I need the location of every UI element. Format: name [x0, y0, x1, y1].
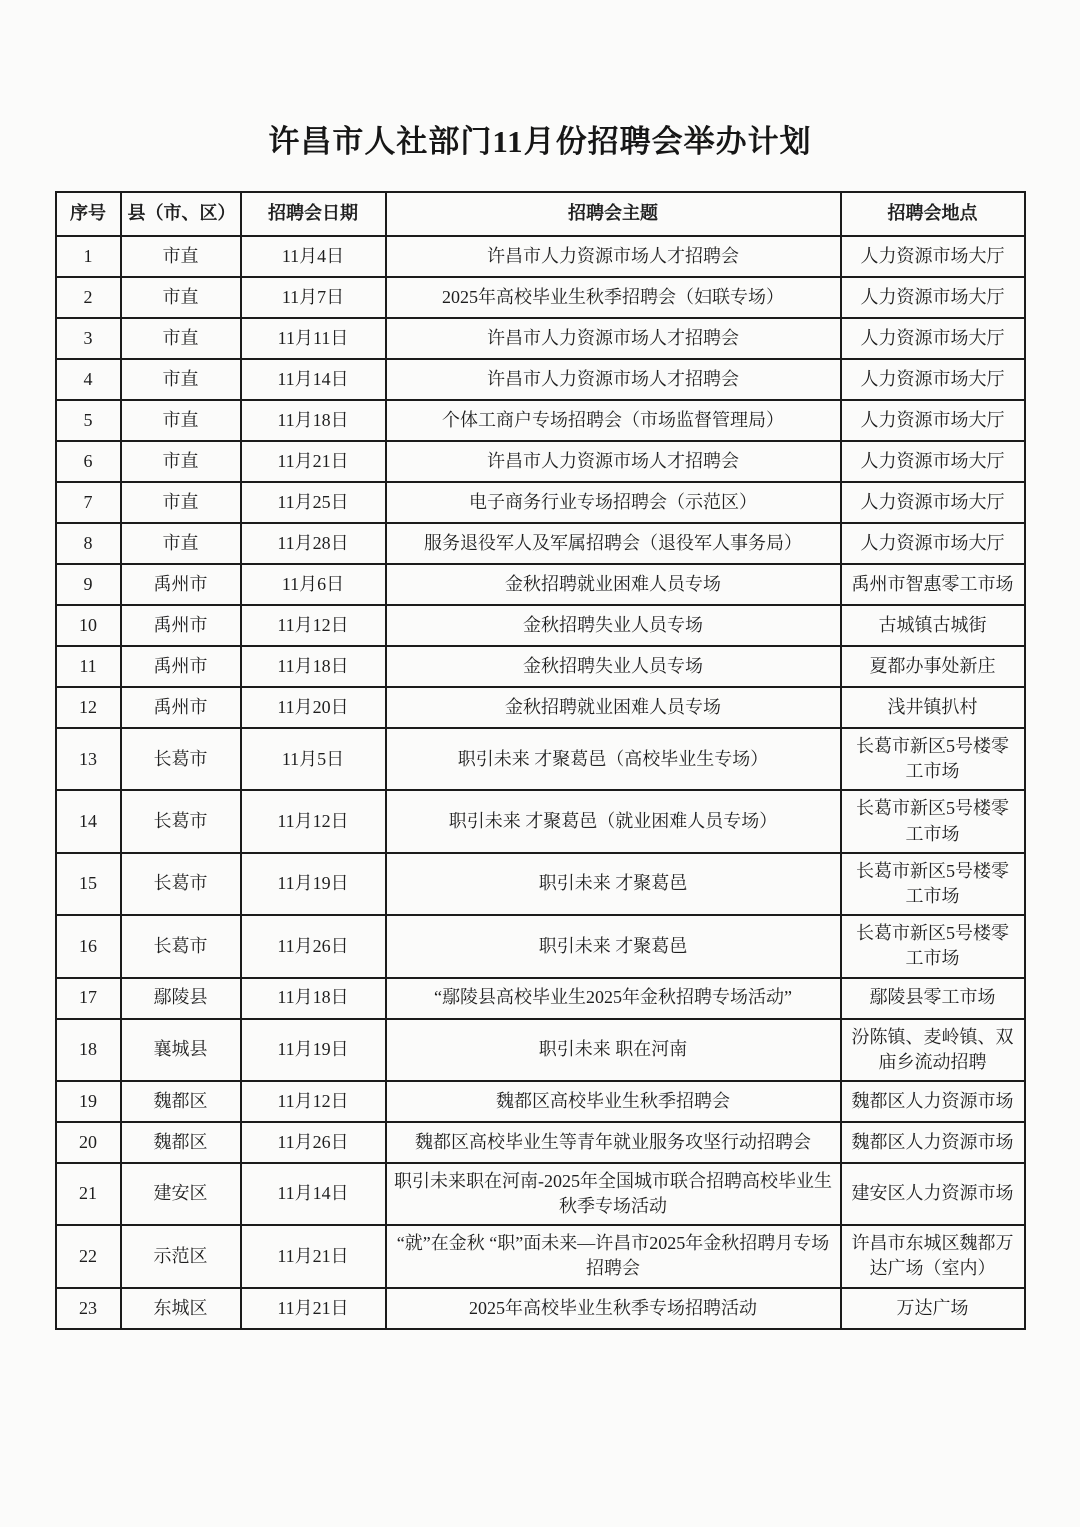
header-row — [56, 192, 1025, 236]
cell-seq: 13 — [56, 728, 121, 790]
table-row — [56, 1163, 1025, 1225]
header-date: 招聘会日期 — [241, 192, 386, 236]
cell-district: 建安区 — [121, 1163, 241, 1225]
cell-date: 11月26日 — [241, 915, 386, 977]
cell-theme: 职引未来 才聚葛邑 — [386, 915, 841, 977]
table-row — [56, 482, 1025, 523]
cell-location: 长葛市新区5号楼零工市场 — [841, 915, 1025, 977]
cell-theme: 许昌市人力资源市场人才招聘会 — [386, 236, 841, 277]
table-row — [56, 1288, 1025, 1329]
cell-location: 禹州市智惠零工市场 — [841, 564, 1025, 605]
cell-location: 人力资源市场大厅 — [841, 400, 1025, 441]
cell-seq: 15 — [56, 853, 121, 915]
job-fair-table — [55, 191, 1026, 1330]
table-body — [56, 236, 1025, 1329]
cell-district: 市直 — [121, 482, 241, 523]
cell-district: 长葛市 — [121, 853, 241, 915]
cell-date: 11月20日 — [241, 687, 386, 728]
table-row — [56, 790, 1025, 852]
cell-theme: “就”在金秋 “职”面未来—许昌市2025年金秋招聘月专场招聘会 — [386, 1225, 841, 1287]
cell-date: 11月6日 — [241, 564, 386, 605]
header-theme: 招聘会主题 — [386, 192, 841, 236]
cell-district: 鄢陵县 — [121, 978, 241, 1019]
cell-date: 11月18日 — [241, 400, 386, 441]
cell-location: 人力资源市场大厅 — [841, 318, 1025, 359]
cell-seq: 7 — [56, 482, 121, 523]
table-row — [56, 728, 1025, 790]
cell-district: 长葛市 — [121, 790, 241, 852]
cell-district: 襄城县 — [121, 1019, 241, 1081]
cell-date: 11月12日 — [241, 790, 386, 852]
cell-location: 人力资源市场大厅 — [841, 359, 1025, 400]
table-row — [56, 359, 1025, 400]
cell-date: 11月21日 — [241, 1225, 386, 1287]
cell-seq: 21 — [56, 1163, 121, 1225]
cell-location: 魏都区人力资源市场 — [841, 1122, 1025, 1163]
cell-seq: 9 — [56, 564, 121, 605]
cell-theme: 金秋招聘就业困难人员专场 — [386, 687, 841, 728]
cell-district: 禹州市 — [121, 646, 241, 687]
table-row — [56, 523, 1025, 564]
cell-location: 人力资源市场大厅 — [841, 236, 1025, 277]
cell-seq: 5 — [56, 400, 121, 441]
cell-location: 浅井镇扒村 — [841, 687, 1025, 728]
cell-date: 11月21日 — [241, 1288, 386, 1329]
cell-seq: 23 — [56, 1288, 121, 1329]
table-row — [56, 605, 1025, 646]
cell-theme: 魏都区高校毕业生秋季招聘会 — [386, 1081, 841, 1122]
cell-seq: 10 — [56, 605, 121, 646]
table-row — [56, 853, 1025, 915]
cell-location: 长葛市新区5号楼零工市场 — [841, 790, 1025, 852]
cell-theme: 金秋招聘失业人员专场 — [386, 646, 841, 687]
cell-seq: 20 — [56, 1122, 121, 1163]
cell-district: 市直 — [121, 277, 241, 318]
cell-date: 11月26日 — [241, 1122, 386, 1163]
header-location: 招聘会地点 — [841, 192, 1025, 236]
cell-theme: 服务退役军人及军属招聘会（退役军人事务局） — [386, 523, 841, 564]
cell-district: 市直 — [121, 523, 241, 564]
cell-seq: 19 — [56, 1081, 121, 1122]
table-header — [56, 192, 1025, 236]
cell-date: 11月19日 — [241, 1019, 386, 1081]
cell-date: 11月21日 — [241, 441, 386, 482]
table-row — [56, 1019, 1025, 1081]
table-row — [56, 687, 1025, 728]
cell-district: 禹州市 — [121, 564, 241, 605]
cell-date: 11月4日 — [241, 236, 386, 277]
cell-seq: 8 — [56, 523, 121, 564]
cell-district: 长葛市 — [121, 915, 241, 977]
cell-theme: 2025年高校毕业生秋季招聘会（妇联专场） — [386, 277, 841, 318]
cell-location: 长葛市新区5号楼零工市场 — [841, 728, 1025, 790]
table-row — [56, 277, 1025, 318]
table-row — [56, 1081, 1025, 1122]
cell-date: 11月12日 — [241, 605, 386, 646]
cell-location: 汾陈镇、麦岭镇、双庙乡流动招聘 — [841, 1019, 1025, 1081]
cell-date: 11月14日 — [241, 1163, 386, 1225]
table-row — [56, 915, 1025, 977]
cell-district: 禹州市 — [121, 687, 241, 728]
cell-seq: 2 — [56, 277, 121, 318]
cell-theme: “鄢陵县高校毕业生2025年金秋招聘专场活动” — [386, 978, 841, 1019]
cell-district: 魏都区 — [121, 1081, 241, 1122]
table-row — [56, 646, 1025, 687]
cell-location: 人力资源市场大厅 — [841, 441, 1025, 482]
cell-date: 11月19日 — [241, 853, 386, 915]
cell-location: 夏都办事处新庄 — [841, 646, 1025, 687]
cell-location: 古城镇古城街 — [841, 605, 1025, 646]
cell-location: 鄢陵县零工市场 — [841, 978, 1025, 1019]
cell-date: 11月12日 — [241, 1081, 386, 1122]
cell-location: 建安区人力资源市场 — [841, 1163, 1025, 1225]
cell-district: 示范区 — [121, 1225, 241, 1287]
cell-theme: 许昌市人力资源市场人才招聘会 — [386, 441, 841, 482]
page-title: 许昌市人社部门11月份招聘会举办计划 — [268, 124, 812, 159]
cell-date: 11月18日 — [241, 646, 386, 687]
cell-date: 11月11日 — [241, 318, 386, 359]
cell-location: 长葛市新区5号楼零工市场 — [841, 853, 1025, 915]
table-row — [56, 441, 1025, 482]
cell-location: 人力资源市场大厅 — [841, 277, 1025, 318]
table-row — [56, 978, 1025, 1019]
cell-theme: 2025年高校毕业生秋季专场招聘活动 — [386, 1288, 841, 1329]
cell-district: 市直 — [121, 236, 241, 277]
cell-seq: 11 — [56, 646, 121, 687]
cell-theme: 职引未来 才聚葛邑（高校毕业生专场） — [386, 728, 841, 790]
cell-theme: 金秋招聘失业人员专场 — [386, 605, 841, 646]
header-district: 县（市、区） — [121, 192, 241, 236]
table-row — [56, 318, 1025, 359]
cell-seq: 17 — [56, 978, 121, 1019]
cell-seq: 12 — [56, 687, 121, 728]
cell-district: 长葛市 — [121, 728, 241, 790]
cell-theme: 职引未来 职在河南 — [386, 1019, 841, 1081]
cell-district: 市直 — [121, 441, 241, 482]
cell-district: 市直 — [121, 359, 241, 400]
cell-location: 魏都区人力资源市场 — [841, 1081, 1025, 1122]
cell-seq: 6 — [56, 441, 121, 482]
cell-seq: 22 — [56, 1225, 121, 1287]
table-row — [56, 400, 1025, 441]
cell-theme: 职引未来职在河南-2025年全国城市联合招聘高校毕业生秋季专场活动 — [386, 1163, 841, 1225]
cell-theme: 魏都区高校毕业生等青年就业服务攻坚行动招聘会 — [386, 1122, 841, 1163]
cell-district: 市直 — [121, 400, 241, 441]
table-row — [56, 236, 1025, 277]
cell-date: 11月7日 — [241, 277, 386, 318]
cell-date: 11月28日 — [241, 523, 386, 564]
cell-district: 东城区 — [121, 1288, 241, 1329]
cell-seq: 16 — [56, 915, 121, 977]
cell-seq: 1 — [56, 236, 121, 277]
cell-theme: 职引未来 才聚葛邑（就业困难人员专场） — [386, 790, 841, 852]
table-row — [56, 1122, 1025, 1163]
cell-date: 11月25日 — [241, 482, 386, 523]
table-row — [56, 1225, 1025, 1287]
cell-theme: 许昌市人力资源市场人才招聘会 — [386, 359, 841, 400]
cell-location: 人力资源市场大厅 — [841, 523, 1025, 564]
cell-seq: 4 — [56, 359, 121, 400]
cell-theme: 许昌市人力资源市场人才招聘会 — [386, 318, 841, 359]
cell-theme: 职引未来 才聚葛邑 — [386, 853, 841, 915]
cell-location: 万达广场 — [841, 1288, 1025, 1329]
cell-theme: 电子商务行业专场招聘会（示范区） — [386, 482, 841, 523]
cell-theme: 个体工商户专场招聘会（市场监督管理局） — [386, 400, 841, 441]
cell-seq: 14 — [56, 790, 121, 852]
cell-district: 禹州市 — [121, 605, 241, 646]
cell-seq: 3 — [56, 318, 121, 359]
cell-date: 11月14日 — [241, 359, 386, 400]
cell-seq: 18 — [56, 1019, 121, 1081]
cell-date: 11月18日 — [241, 978, 386, 1019]
table-row — [56, 564, 1025, 605]
cell-date: 11月5日 — [241, 728, 386, 790]
cell-theme: 金秋招聘就业困难人员专场 — [386, 564, 841, 605]
cell-location: 许昌市东城区魏都万达广场（室内） — [841, 1225, 1025, 1287]
cell-district: 市直 — [121, 318, 241, 359]
cell-location: 人力资源市场大厅 — [841, 482, 1025, 523]
cell-district: 魏都区 — [121, 1122, 241, 1163]
header-seq: 序号 — [56, 192, 121, 236]
